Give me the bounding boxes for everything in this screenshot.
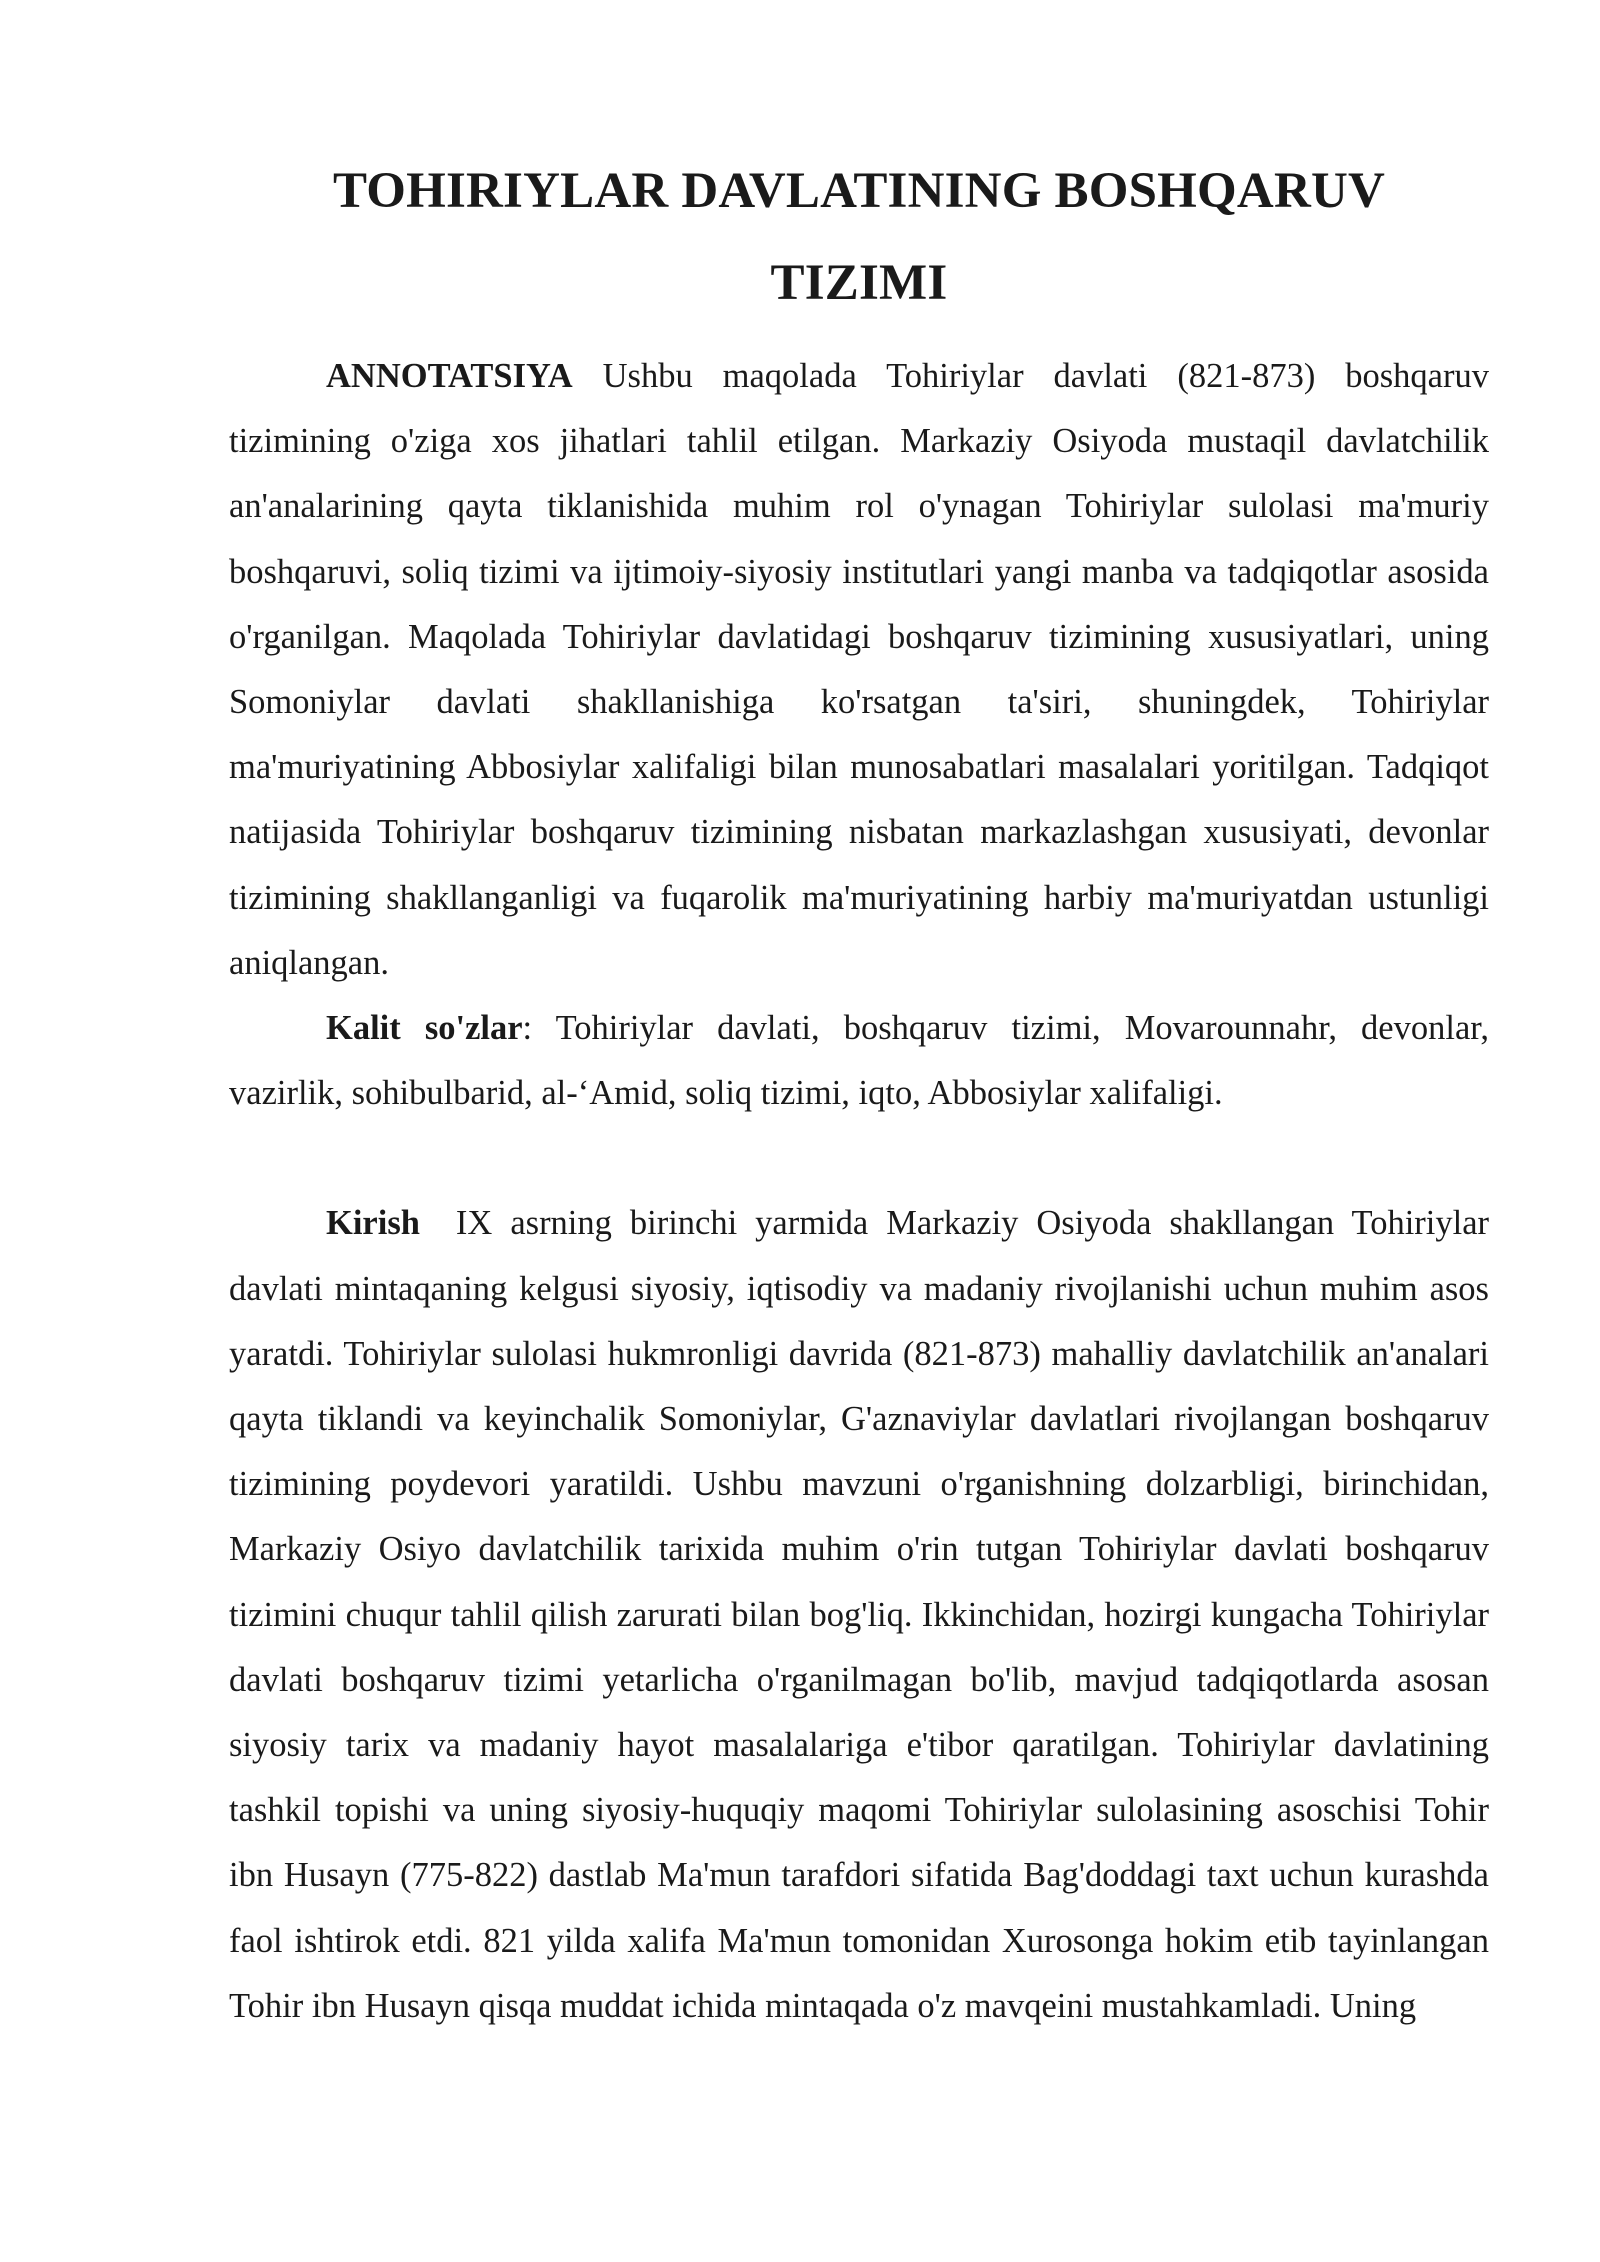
document-page bbox=[229, 145, 1498, 2039]
section-spacer bbox=[229, 1126, 1489, 1191]
intro-text: IX asrning birinchi yarmida Markaziy Osiyoda shakllangan Tohiriylar davlati mintaqaning kelgusi siyosiy, iqtisodiy va madaniy rivojlanishi uchun muhim asos yaratdi. Tohiriylar sulolasi hukmronligi davrida (821-873) mahalliy davlatchilik an'analari qayta tiklandi va keyinchalik Somoniylar, G'aznaviylar davlatlari rivojlangan boshqaruv tizimining poydevori yaratildi. Ushbu mavzuni o'rganishning dolzarbligi, birinchidan, Markaziy Osiyo davlatchilik tarixida muhim o'rin tutgan Tohiriylar davlati boshqaruv tizimini chuqur tahlil qilish zarurati bilan bog'liq. Ikkinchidan, hozirgi kungacha Tohiriylar davlati boshqaruv tizimi yetarlicha o'rganilmagan bo'lib, mavjud tadqiqotlarda asosan siyosiy tarix va madaniy hayot masalalariga e'tibor qaratilgan. Tohiriylar davlatining tashkil topishi va uning siyosiy-huquqiy maqomi Tohiriylar sulolasining asoschisi Tohir ibn Husayn (775-822) dastlab Ma'mun tarafdori sifatida Bag'doddagi taxt uchun kurashda faol ishtirok etdi. 821 yilda xalifa Ma'mun tomonidan Xurosonga hokim etib tayinlangan Tohir ibn Husayn qisqa muddat ichida mintaqada o'z mavqeini mustahkamladi. Uning bbox=[229, 1204, 1498, 2025]
title-line-1: TOHIRIYLAR DAVLATINING BOSHQARUV bbox=[332, 163, 1386, 219]
keywords-label: Kalit so'zlar bbox=[326, 1009, 523, 1048]
abstract-paragraph bbox=[229, 344, 1489, 996]
keywords-paragraph bbox=[229, 996, 1489, 1126]
keywords-text: : Tohiriylar davlati, boshqaruv tizimi, Movarounnahr, devonlar, vazirlik, sohibulbarid, al-‘Amid, soliq tizimi, iqto, Abbosiylar xalifaligi. bbox=[229, 1009, 1489, 1113]
abstract-label: ANNOTATSIYA bbox=[326, 357, 573, 395]
abstract-text: Ushbu maqolada Tohiriylar davlati (821-873) boshqaruv tizimining o'ziga xos jihatlari tahlil etilgan. Markaziy Osiyoda mustaqil davlatchilik an'analarining qayta tiklanishida muhim rol o'ynagan Tohiriylar sulolasi ma'muriy boshqaruvi, soliq tizimi va ijtimoiy-siyosiy institutlari yangi manba va tadqiqotlar asosida o'rganilgan. Maqolada Tohiriylar davlatidagi boshqaruv tizimining xususiyatlari, uning Somoniylar davlati shakllanishiga ko'rsatgan ta'siri, shuningdek, Tohiriylar ma'muriyatining Abbosiylar xalifaligi bilan munosabatlari masalalari yoritilgan. Tadqiqot natijasida Tohiriylar boshqaruv tizimining nisbatan markazlashgan xususiyati, devonlar tizimining shakllanganligi va fuqarolik ma'muriyatining harbiy ma'muriyatdan ustunligi aniqlangan. bbox=[229, 357, 1489, 982]
intro-paragraph bbox=[229, 1191, 1498, 2039]
title-line-2: TIZIMI bbox=[770, 255, 948, 311]
paper-title bbox=[229, 145, 1489, 329]
intro-label: Kirish bbox=[326, 1204, 420, 1243]
